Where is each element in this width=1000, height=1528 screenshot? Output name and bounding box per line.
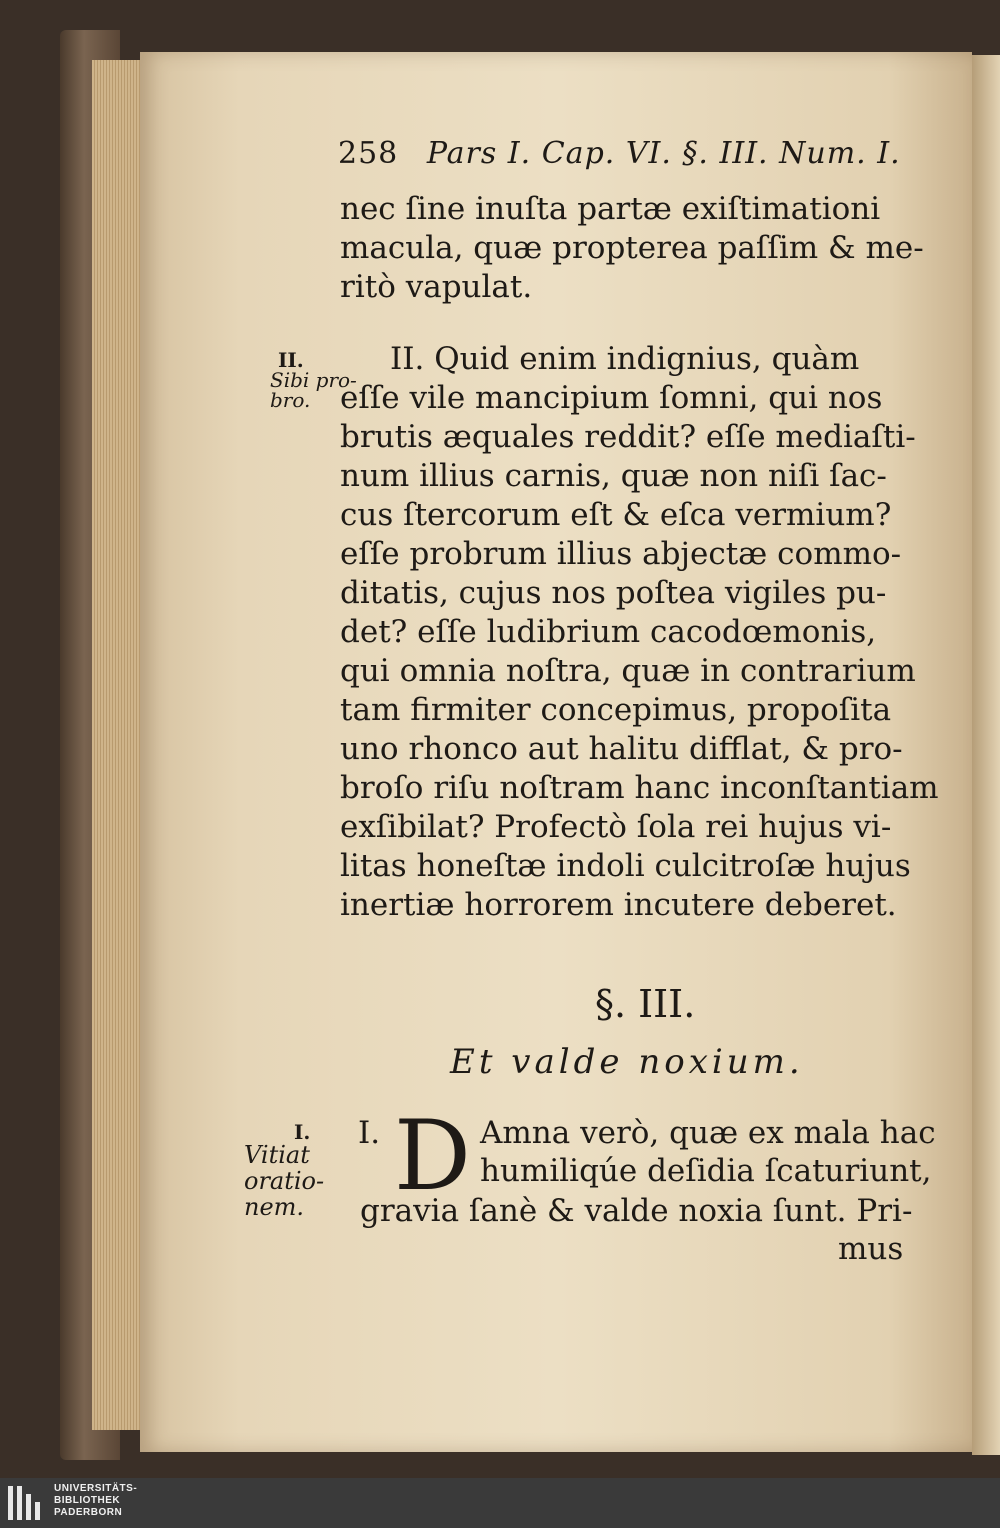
continuation-text (340, 190, 924, 307)
margin-note-i (244, 1122, 324, 1220)
text-line: det? eſſe ludibrium cacodœmonis, (340, 614, 877, 650)
library-name-line: PADERBORN (54, 1507, 123, 1518)
drop-capital: D (394, 1100, 471, 1212)
catchword: mus (838, 1231, 904, 1267)
library-name (54, 1483, 137, 1519)
text-line: tam firmiter concepimus, propoſita (340, 692, 892, 728)
text-line: eſſe vile mancipium ſomni, qui nos (340, 380, 883, 416)
margin-note-number: II. (278, 348, 304, 372)
text-line: ritò vapulat. (340, 269, 533, 305)
margin-note-line: bro. (270, 388, 311, 412)
text-line: broſo riſu noſtram hanc inconſtantiam (340, 770, 939, 806)
margin-note-line: Sibi pro- (270, 368, 357, 392)
text-line: num illius carnis, quæ non niſi ſac- (340, 458, 887, 494)
facing-page-edge (972, 55, 1000, 1455)
text-line: qui omnia noſtra, quæ in contrarium (340, 653, 916, 689)
text-line: cus ſtercorum eſt & eſca vermium? (340, 497, 892, 533)
margin-note-line: Vitiat (244, 1141, 310, 1169)
library-name-line: UNIVERSITÄTS- (54, 1483, 138, 1494)
running-title: Pars I. Cap. VI. §. III. Num. I. (426, 136, 901, 171)
margin-note-line: oratio- (244, 1167, 325, 1195)
text-line: humiliqúe deſidia ſcaturiunt, (480, 1153, 932, 1189)
text-line: macula, quæ propterea paſſim & me- (340, 230, 924, 266)
section-heading: §. III. (595, 982, 696, 1026)
text-line: gravia ſanè & valde noxia ſunt. Pri- (360, 1193, 913, 1229)
text-line: eſſe probrum illius abjectæ commo- (340, 536, 902, 572)
margin-note-number: I. (294, 1120, 311, 1144)
library-footer (0, 1478, 1000, 1528)
text-line: litas honeſtæ indoli culcitroſæ hujus (340, 848, 911, 884)
section-subheading: Et valde noxium. (450, 1042, 804, 1082)
page-number: 258 (338, 136, 399, 171)
margin-note-line: nem. (244, 1193, 305, 1221)
text-line: brutis æquales reddit? eſſe mediaſti- (340, 419, 916, 455)
text-line: exſibilat? Profectò ſola rei hujus vi- (340, 809, 892, 845)
text-line: nec ſine inuſta partæ exiſtimationi (340, 191, 881, 227)
paragraph-ii (340, 340, 939, 925)
text-line: inertiæ horrorem incutere deberet. (340, 887, 897, 923)
text-line: II. Quid enim indignius, quàm (390, 341, 860, 377)
text-line: Amna verò, quæ ex mala hac (480, 1115, 936, 1151)
running-header (338, 134, 901, 173)
library-logo-icon (8, 1486, 42, 1520)
library-name-line: BIBLIOTHEK (54, 1495, 121, 1506)
text-line: uno rhonco aut halitu difflat, & pro- (340, 731, 903, 767)
text-line: ditatis, cujus nos poſtea vigiles pu- (340, 575, 887, 611)
paragraph-number: I. (358, 1115, 381, 1151)
